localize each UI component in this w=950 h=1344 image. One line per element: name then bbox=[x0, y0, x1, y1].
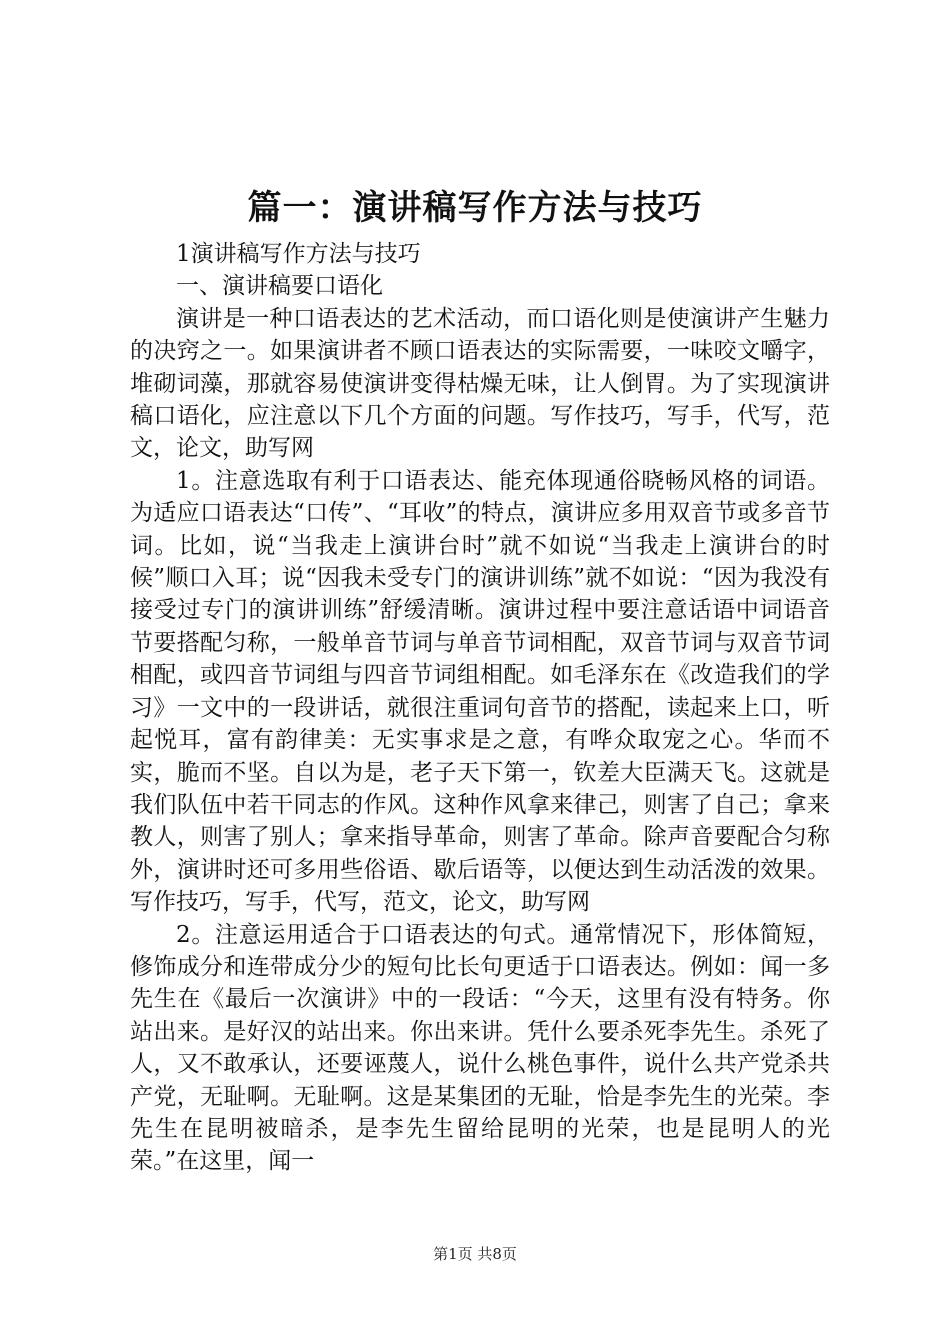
paragraph-point-1: 1。注意选取有利于口语表达、能充体现通俗晓畅风格的词语。为适应口语表达“口传”、“耳收”的特点，演讲应多用双音节或多音节词。比如，说“当我走上演讲台时”就不如说“当我走上演讲台的时候”顺口入耳；说“因我未受专门的演讲训练”就不如说：“因为我没有接受过专门的演讲训练”舒缓清晰。演讲过程中要注意话语中词语音节要搭配匀称，一般单音节词与单音节词相配，双音节词与双音节词相配，或四音节词组与四音节词组相配。如毛泽东在《改造我们的学习》一文中的一段讲话，就很注重词句音节的搭配，读起来上口，听起悦耳，富有韵律美：无实事求是之意，有哗众取宠之心。华而不实，脆而不坚。自以为是，老子天下第一，钦差大臣满天飞。这就是我们队伍中若干同志的作风。这种作风拿来律己，则害了自己；拿来教人，则害了别人；拿来指导革命，则害了革命。除声音要配合匀称外，演讲时还可多用些俗语、歇后语等，以便达到生动活泼的效果。写作技巧，写手，代写，范文，论文，助写网 bbox=[130, 467, 830, 916]
document-title: 篇一：演讲稿写作方法与技巧 bbox=[247, 188, 703, 228]
document-subtitle: 1演讲稿写作方法与技巧 bbox=[176, 241, 421, 267]
paragraph-intro: 演讲是一种口语表达的艺术活动，而口语化则是使演讲产生魅力的决窍之一。如果演讲者不顾口语表达的实际需要，一味咬文嚼字，堆砌词藻，那就容易使演讲变得枯燥无味，让人倒胃。为了实现演讲稿口语化，应注意以下几个方面的问题。写作技巧，写手，代写，范文，论文，助写网 bbox=[130, 305, 830, 462]
document-body bbox=[130, 238, 830, 1178]
paragraph-point-2: 2。注意运用适合于口语表达的句式。通常情况下，形体简短，修饰成分和连带成分少的短句比长句更适于口语表达。例如：闻一多先生在《最后一次演讲》中的一段话：“今天，这里有没有特务。你站出来。是好汉的站出来。你出来讲。凭什么要杀死李先生。杀死了人，又不敢承认，还要诬蔑人，说什么桃色事件，说什么共产党杀共产党，无耻啊。无耻啊。这是某集团的无耻，恰是李先生的光荣。李先生在昆明被暗杀，是李先生留给昆明的光荣，也是昆明人的光荣。”在这里，闻一 bbox=[130, 921, 830, 1175]
page-footer: 第1页 共8页 bbox=[433, 1245, 517, 1263]
section-heading: 一、演讲稿要口语化 bbox=[176, 273, 383, 300]
